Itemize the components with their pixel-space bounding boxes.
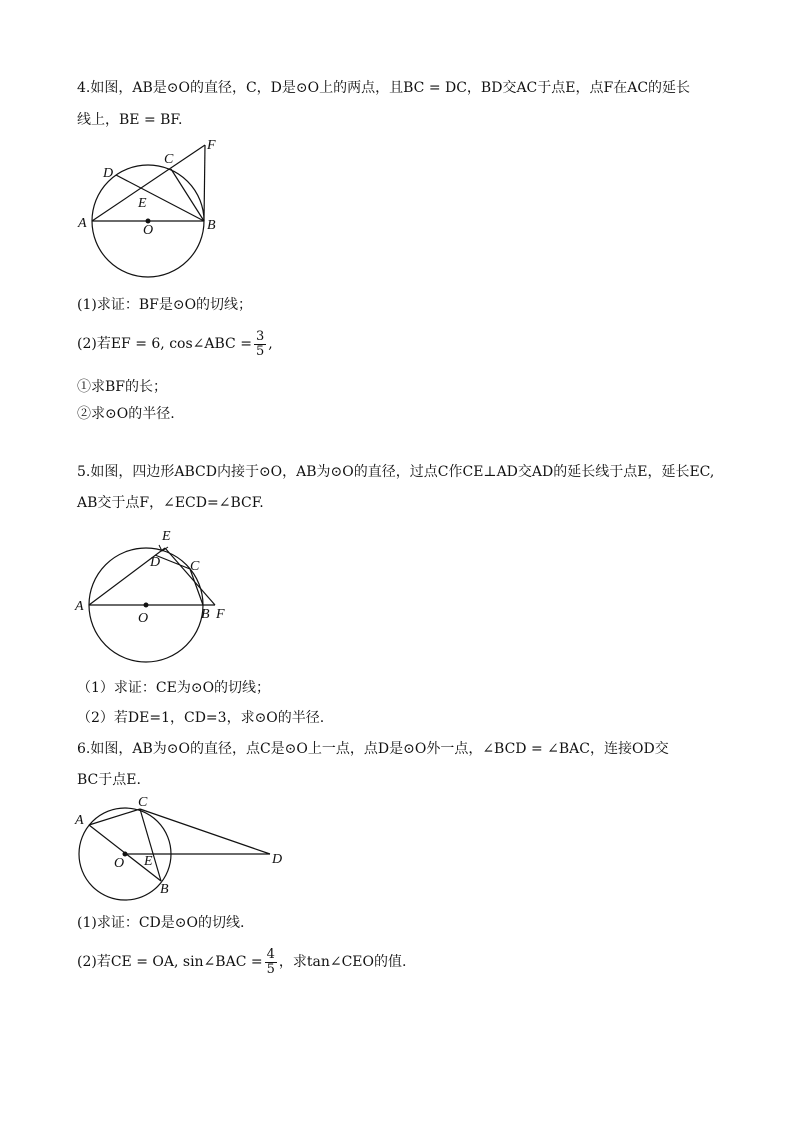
q6-label-e: E [144,854,153,869]
q4-part2-fraction [254,330,266,359]
q4-label-d: D [103,166,114,181]
q4-part2-numerator: 3 [255,328,265,344]
q6-part2-suffix: ，求tan∠CEO的值. [278,954,407,970]
q4-label-o: O [143,223,154,238]
q4-part2-denominator: 5 [255,343,265,359]
q5-label-e: E [162,529,171,544]
q4-stem-line2: 线上，BE = BF. [77,112,183,128]
q4-label-c: C [164,152,174,167]
q4-segment-af [92,145,205,221]
q5-stem-line1: 5.如图，四边形ABCD内接于⊙O，AB为⊙O的直径，过点C作CE⊥AD交AD的延长线于点E，延长EC, [77,464,715,480]
q4-segment-bd [116,175,204,221]
q4-label-a: A [78,216,87,231]
q4-part2 [77,326,273,362]
q4-part2-suffix: , [268,336,273,352]
q6-segment-ac [89,809,140,825]
q6-geometry-figure [70,795,290,903]
q4-geometry-figure [70,135,230,285]
q4-label-e: E [138,196,147,211]
q5-segment-ef [165,548,215,605]
q5-stem-line2: AB交于点F，∠ECD=∠BCF. [77,495,264,511]
q6-label-o: O [114,856,125,871]
q6-label-a: A [75,813,84,828]
q5-label-b: B [201,607,210,622]
q5-center-dot [144,603,149,608]
q6-label-c: C [138,795,148,810]
q4-label-f: F [207,138,216,153]
q5-label-d: D [150,555,161,570]
q5-label-a: A [75,599,84,614]
q4-sub2: ②求⊙O的半径. [77,406,175,422]
q5-label-o: O [138,611,149,626]
q5-part1: （1）求证：CE为⊙O的切线； [77,680,271,696]
q6-stem-line2: BC于点E. [77,772,141,788]
q5-label-f: F [216,607,225,622]
q6-stem-line1: 6.如图，AB为⊙O的直径，点C是⊙O上一点，点D是⊙O外一点，∠BCD = ∠BAC，连接OD交 [77,741,669,757]
q4-segment-bf [204,145,205,221]
q6-segment-cb [140,809,161,881]
q5-label-c: C [190,559,200,574]
q6-part2-prefix: (2)若CE = OA, sin∠BAC = [77,954,263,970]
q4-stem-line1: 4.如图，AB是⊙O的直径，C，D是⊙O上的两点，且BC = DC，BD交AC于点E，点F在AC的延长 [77,80,691,96]
q6-part1: (1)求证：CD是⊙O的切线. [77,915,245,931]
q6-segment-cd [140,809,270,854]
q4-segment-bc [171,169,204,221]
q4-part2-prefix: (2)若EF = 6, cos∠ABC = [77,336,252,352]
q6-part2-denominator: 5 [266,961,275,977]
q4-part1: (1)求证：BF是⊙O的切线； [77,297,253,313]
q4-sub1: ①求BF的长； [77,379,168,395]
q6-part2 [77,944,406,980]
q6-label-b: B [160,882,169,897]
q5-part2: （2）若DE=1，CD=3，求⊙O的半径. [77,710,325,726]
q5-segment-cb [190,569,203,605]
q5-geometry-figure [70,522,240,667]
q4-label-b: B [207,218,216,233]
q6-part2-fraction [265,948,277,977]
q6-label-d: D [272,852,283,867]
q6-part2-numerator: 4 [266,946,275,962]
